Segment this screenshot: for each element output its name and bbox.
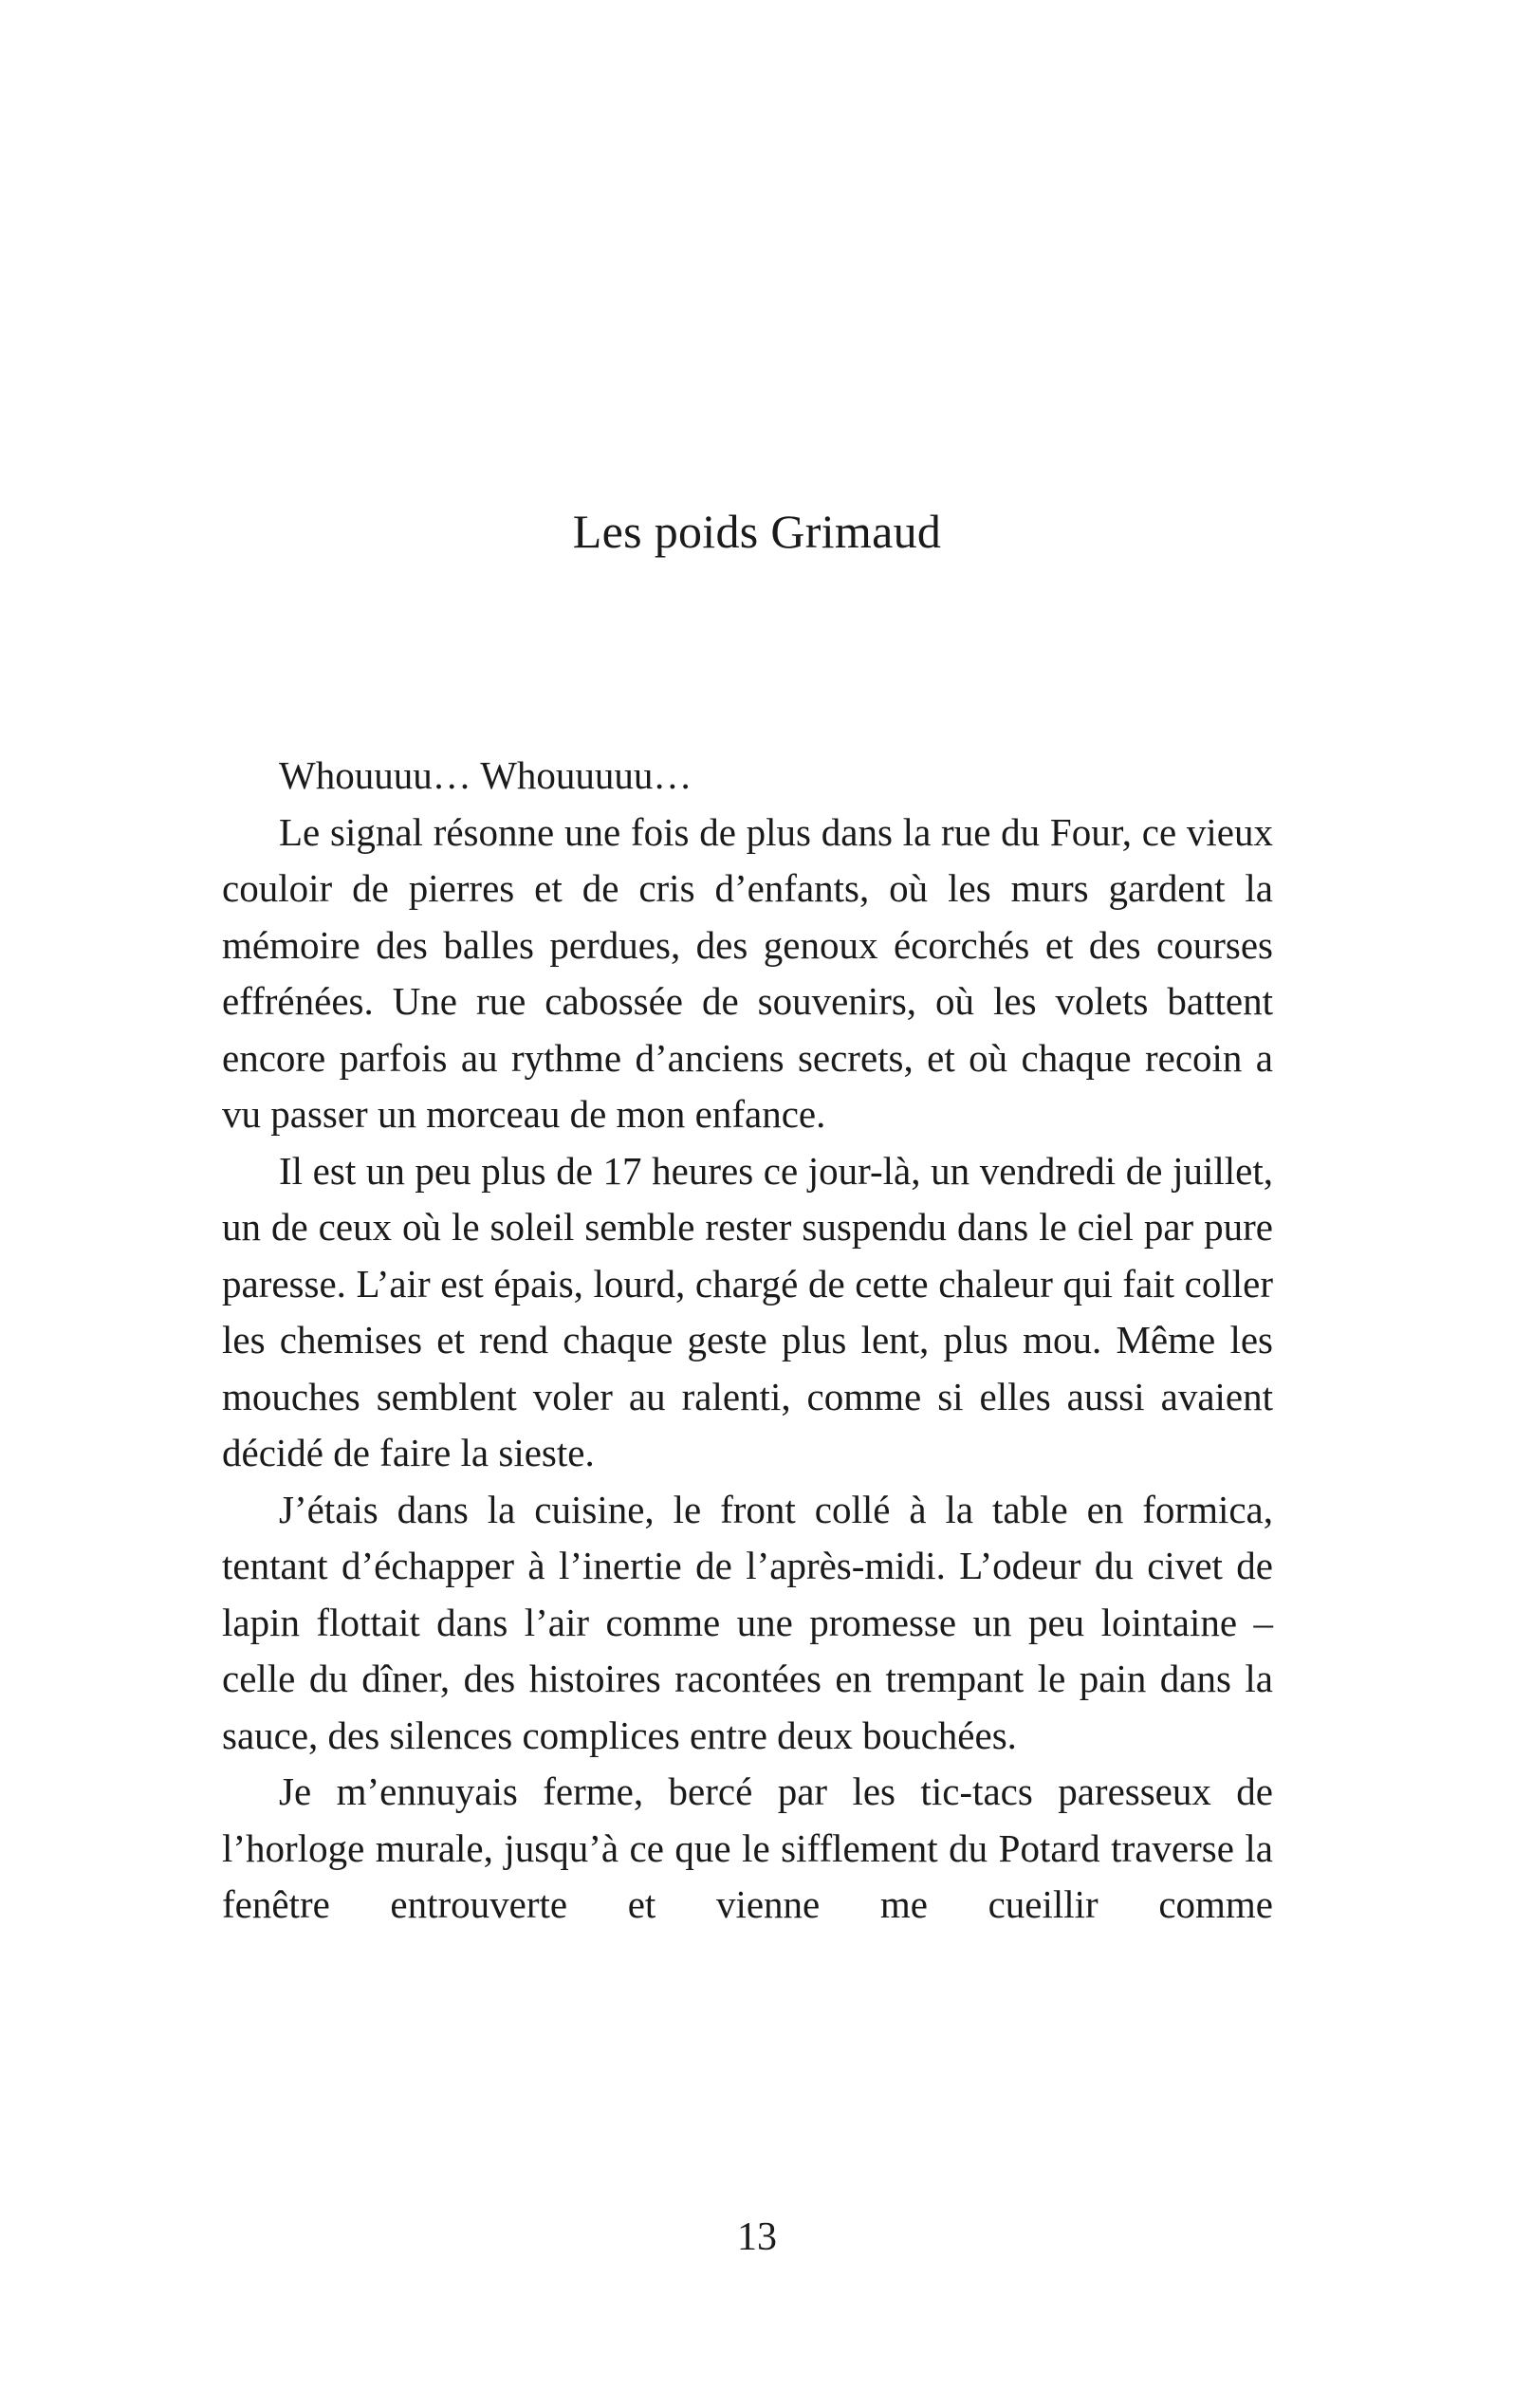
paragraph: Je m’ennuyais ferme, bercé par les tic-tacs paresseux de l’horloge murale, jusqu’à ce que le sifflement du Potard traverse la fenêtre entrouverte et vienne me cueillir comme — [222, 1769, 1273, 1926]
paragraph: J’étais dans la cuisine, le front collé à la table en formica, tentant d’échapper à l’inertie de l’après-midi. L’odeur du civet de lapin flottait dans l’air comme une promesse un peu lointaine – celle du dîner, des histoires racontées en trempant le pain dans la sauce, des silences complices entre deux bouchées. — [222, 1487, 1273, 1757]
chapter-title: Les poids Grimaud — [572, 505, 942, 558]
paragraph: Le signal résonne une fois de plus dans la rue du Four, ce vieux couloir de pierres et de cris d’enfants, où les murs gardent la mémoire des balles perdues, des genoux écorchés et des courses effrénées. Une rue cabossée de souvenirs, où les volets battent encore parfois au rythme d’anciens secrets, et où chaque recoin a vu passer un morceau de mon enfance. — [222, 809, 1273, 1136]
page-number: 13 — [737, 2215, 777, 2259]
chapter-body — [222, 748, 1273, 1934]
paragraph: Il est un peu plus de 17 heures ce jour-là, un vendredi de juillet, un de ceux où le soleil semble rester suspendu dans le ciel par pure paresse. L’air est épais, lourd, chargé de cette chaleur qui fait coller les chemises et rend chaque geste plus lent, plus mou. Même les mouches semblent voler au ralenti, comme si elles aussi avaient décidé de faire la sieste. — [222, 1148, 1273, 1474]
paragraph: Whouuuu… Whouuuuu… — [279, 753, 692, 797]
